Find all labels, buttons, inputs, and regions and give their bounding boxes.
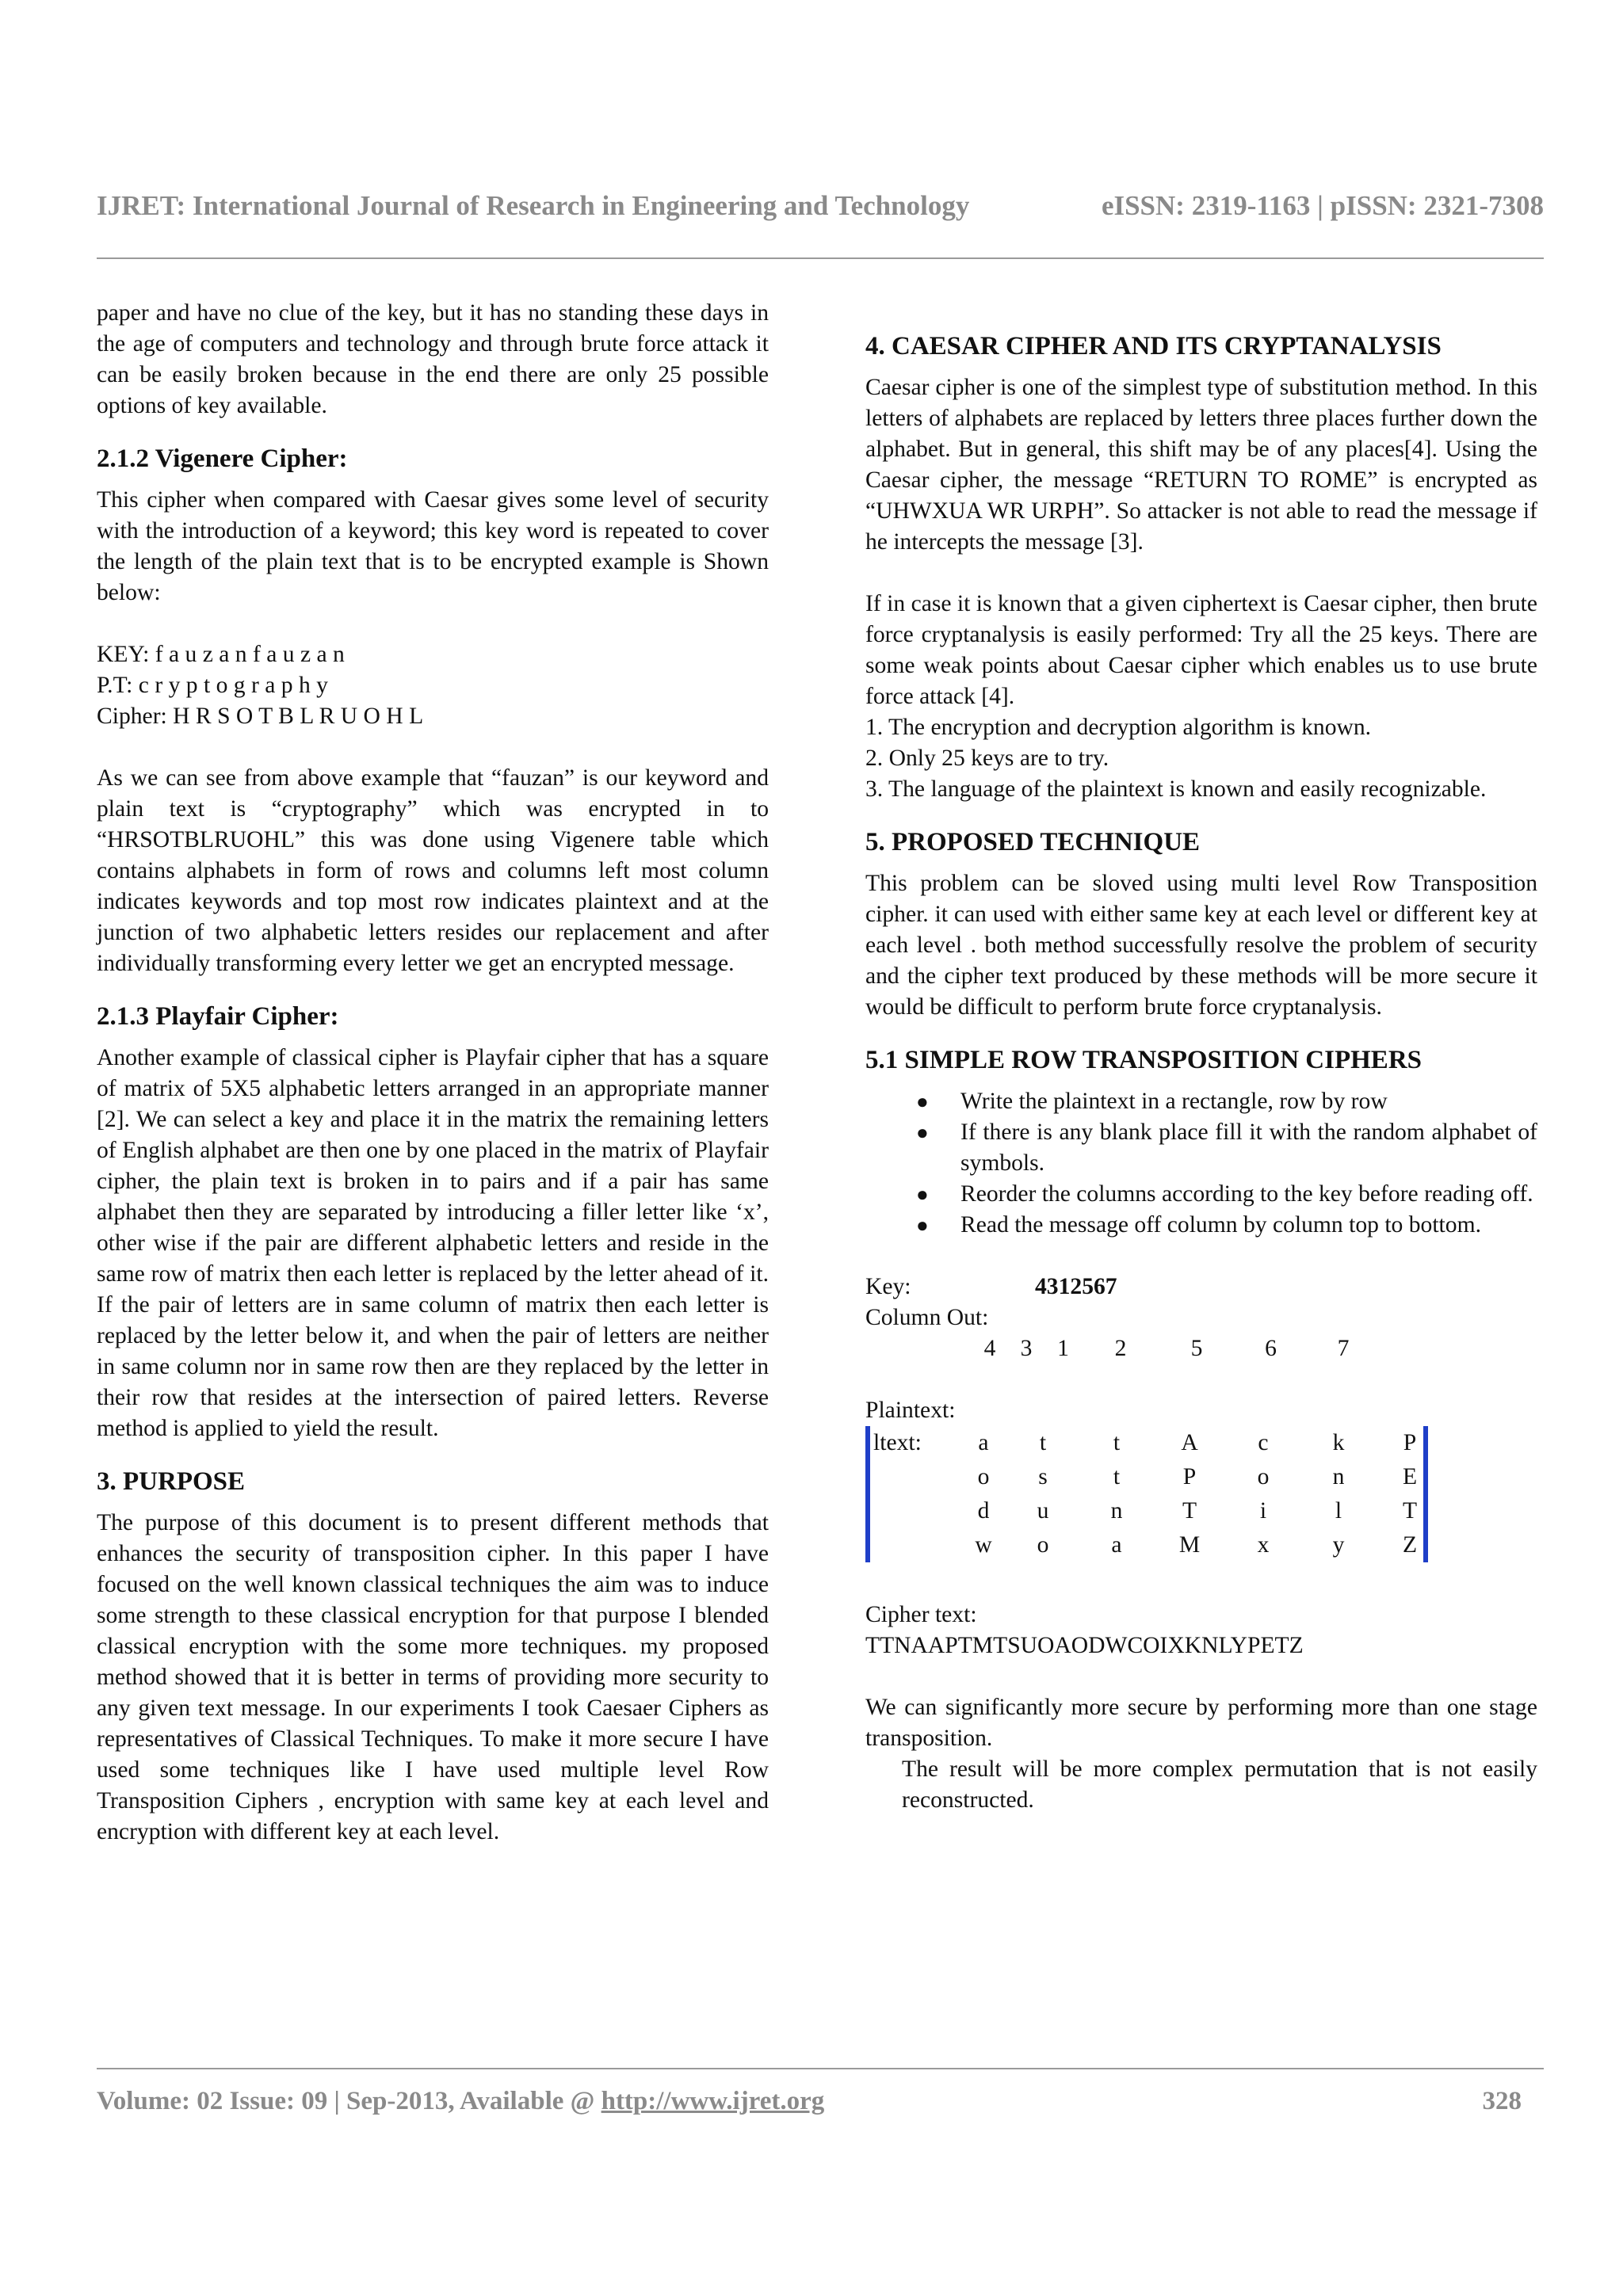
table-cell: M xyxy=(1178,1532,1201,1558)
table-row-prefix xyxy=(873,1494,960,1528)
column-order-number: 2 xyxy=(1114,1336,1127,1361)
table-cell: T xyxy=(1182,1498,1197,1524)
simple-row-heading: 5.1 SIMPLE ROW TRANSPOSITION CIPHERS xyxy=(865,1046,1423,1074)
table-cell: w xyxy=(975,1532,992,1558)
weak-point: 2. Only 25 keys are to try. xyxy=(865,746,1109,771)
bullet-icon: ● xyxy=(916,1183,929,1206)
list-item: ● Write the plaintext in a rectangle, row by row xyxy=(865,1086,1537,1117)
running-footer xyxy=(97,2087,1544,2116)
column-order-number: 4 xyxy=(983,1336,996,1361)
purpose-paragraph: The purpose of this document is to present different methods that enhances the security of transposition cipher. In this paper I have focused on the well known classical techniques the aim was to induce some strength to these classical encryption for that purpose I blended classical encryption with the some more techniques. my proposed method showed that it is better in terms of providing more security to any given text message. In our experiments I took Caesaer Ciphers as representatives of Classical Techniques. To make it more secure I have used some techniques like I have used multiple level Row Transposition Ciphers , encryption with same key at each level and encryption with different key at each level. xyxy=(97,1510,769,1844)
caesar-heading: 4. CAESAR CIPHER AND ITS CRYPTANALYSIS xyxy=(865,332,1442,360)
caesar-paragraph-2: If in case it is known that a given ciphertext is Caesar cipher, then brute force cryptanalysis is easily performed: Try all the 25 keys. There are some weak points about Caesar cipher which enables us to use brute force attack [4]. xyxy=(865,591,1537,709)
table-cell: o xyxy=(1037,1532,1049,1558)
table-left-border xyxy=(865,1426,870,1562)
table-cell: t xyxy=(1113,1430,1121,1455)
table-cell: t xyxy=(1113,1464,1121,1489)
table-cell: t xyxy=(1039,1430,1047,1455)
closing-paragraph-2: The result will be more complex permutation that is not easily reconstructed. xyxy=(902,1756,1537,1813)
playfair-heading: 2.1.3 Playfair Cipher: xyxy=(97,1002,339,1031)
bullet-icon: ● xyxy=(916,1090,929,1113)
column-order-number: 6 xyxy=(1265,1336,1277,1361)
vigenere-plaintext-line: P.T: c r y p t o g r a p h y xyxy=(97,673,328,698)
table-cell: d xyxy=(977,1498,990,1524)
footer-rule xyxy=(97,2068,1544,2069)
table-row xyxy=(873,1426,1444,1460)
cipher-text-value: TTNAAPTMTSUOAODWCOIXKNLYPETZ xyxy=(865,1633,1304,1658)
issn-info: eISSN: 2319-1163 | pISSN: 2321-7308 xyxy=(1101,190,1544,221)
page-number: 328 xyxy=(1482,2087,1522,2115)
table-cell: y xyxy=(1332,1532,1345,1558)
table-cell: n xyxy=(1110,1498,1123,1524)
weak-point: 1. The encryption and decryption algorithm is known. xyxy=(865,715,1372,740)
bullet-icon: ● xyxy=(916,1121,929,1144)
left-column xyxy=(97,298,769,1848)
key-row xyxy=(865,1272,1537,1302)
column-order-number: 5 xyxy=(1190,1336,1203,1361)
table-cell: P xyxy=(1182,1464,1197,1489)
column-order-row xyxy=(865,1333,1537,1364)
proposed-paragraph: This problem can be sloved using multi level Row Transposition cipher. it can used with either same key at each level or different key at each level . both method successfully resolve the problem of security and the cipher text produced by these methods will be more secure it would be difficult to perform brute force cryptanalysis. xyxy=(865,871,1537,1020)
steps-list xyxy=(865,1086,1537,1241)
table-row-prefix xyxy=(873,1460,960,1494)
table-row-prefix: ltext: xyxy=(873,1430,922,1455)
table-cell: A xyxy=(1181,1430,1198,1455)
table-row xyxy=(873,1528,1444,1562)
header-rule xyxy=(97,257,1544,259)
list-item: ● If there is any blank place fill it with the random alphabet of symbols. xyxy=(865,1117,1537,1179)
plaintext-label: Plaintext: xyxy=(865,1398,956,1423)
column-order-number: 3 xyxy=(1020,1336,1033,1361)
cipher-text-label: Cipher text: xyxy=(865,1602,977,1627)
list-item: ● Reorder the columns according to the key before reading off. xyxy=(865,1179,1537,1210)
table-cell: o xyxy=(977,1464,990,1489)
table-row-prefix xyxy=(873,1528,960,1562)
table-cell: T xyxy=(1402,1498,1418,1524)
vigenere-paragraph-1: This cipher when compared with Caesar gives some level of security with the introduction of a keyword; this key word is repeated to cover the length of the plain text that is to be encrypted example is Shown below: xyxy=(97,487,769,605)
column-order-number: 1 xyxy=(1057,1336,1069,1361)
column-out-label: Column Out: xyxy=(865,1305,989,1330)
table-cell: E xyxy=(1402,1464,1418,1489)
list-item: ● Read the message off column by column top to bottom. xyxy=(865,1210,1537,1241)
journal-link[interactable]: http://www.ijret.org xyxy=(601,2087,825,2115)
caesar-paragraph-1: Caesar cipher is one of the simplest type of substitution method. In this letters of alphabets are replaced by letters three places further down the alphabet. But in general, this shift may be of any places[4]. Using the Caesar cipher, the message “RETURN TO ROME” is encrypted as “UHWXUA WR URPH”. So attacker is not able to read the message if he intercepts the message [3]. xyxy=(865,375,1537,555)
table-cell: c xyxy=(1258,1430,1269,1455)
vigenere-key-line: KEY: f a u z a n f a u z a n xyxy=(97,642,345,667)
table-cell: n xyxy=(1332,1464,1345,1489)
playfair-paragraph: Another example of classical cipher is Playfair cipher that has a square of matrix of 5X5 alphabetic letters arranged in an appropriate manner [2]. We can select a key and place it in the matrix the remaining letters of English alphabet are then one by one placed in the matrix of Playfair cipher, the plain text is broken in to pairs and if a pair has same alphabet then they are separated by introducing a filler letter like ‘x’, other wise if the pair are different alphabetic letters and reside in the same row of matrix then each letter is replaced by the letter ahead of it. If the pair of letters are in same column of matrix then each letter is replaced by the letter below it, and when the pair of letters are neither in same column nor in same row then are they replaced by the letter in their row that resides at the intersection of paired letters. Reverse method is applied to yield the result. xyxy=(97,1045,769,1441)
bullet-icon: ● xyxy=(916,1214,929,1237)
table-cell: k xyxy=(1332,1430,1345,1455)
table-cell: s xyxy=(1038,1464,1048,1489)
table-cell: i xyxy=(1259,1498,1267,1524)
table-row xyxy=(873,1460,1444,1494)
key-value: 4312567 xyxy=(1035,1274,1117,1299)
journal-title: IJRET: International Journal of Research in Engineering and Technology xyxy=(97,190,970,221)
proposed-heading: 5. PROPOSED TECHNIQUE xyxy=(865,828,1201,856)
vigenere-paragraph-2: As we can see from above example that “fauzan” is our keyword and plain text is “cryptography” which was encrypted in to “HRSOTBLRUOHL” this was done using Vigenere table which contains alphabets in form of rows and columns left most column indicates keywords and top most row indicates plaintext and at the junction of two alphabetic letters resides our replacement and after individually transforming every letter we get an encrypted message. xyxy=(97,765,769,976)
table-cell: a xyxy=(978,1430,989,1455)
closing-paragraph-1: We can significantly more secure by performing more than one stage transposition. xyxy=(865,1695,1537,1751)
right-column xyxy=(865,330,1537,1816)
weak-point: 3. The language of the plaintext is known and easily recognizable. xyxy=(865,776,1487,802)
table-cell: u xyxy=(1037,1498,1049,1524)
purpose-heading: 3. PURPOSE xyxy=(97,1467,246,1496)
table-cell: x xyxy=(1257,1532,1270,1558)
footer-volume: Volume: 02 Issue: 09 | Sep-2013, Available @ xyxy=(97,2087,601,2115)
vigenere-cipher-line: Cipher: H R S O T B L R U O H L xyxy=(97,704,424,729)
intro-paragraph: paper and have no clue of the key, but it has no standing these days in the age of computers and technology and through brute force attack it can be easily broken because in the end there are only 25 possible options of key available. xyxy=(97,300,769,418)
table-cell: P xyxy=(1403,1430,1417,1455)
table-row xyxy=(873,1494,1444,1528)
column-order-number: 7 xyxy=(1337,1336,1350,1361)
vigenere-heading: 2.1.2 Vigenere Cipher: xyxy=(97,444,348,473)
transposition-table xyxy=(865,1426,1537,1569)
table-cell: a xyxy=(1111,1532,1122,1558)
table-cell: l xyxy=(1335,1498,1342,1524)
running-header xyxy=(97,190,1544,222)
table-cell: o xyxy=(1257,1464,1270,1489)
table-cell: Z xyxy=(1402,1532,1418,1558)
key-label: Key: xyxy=(865,1274,911,1299)
